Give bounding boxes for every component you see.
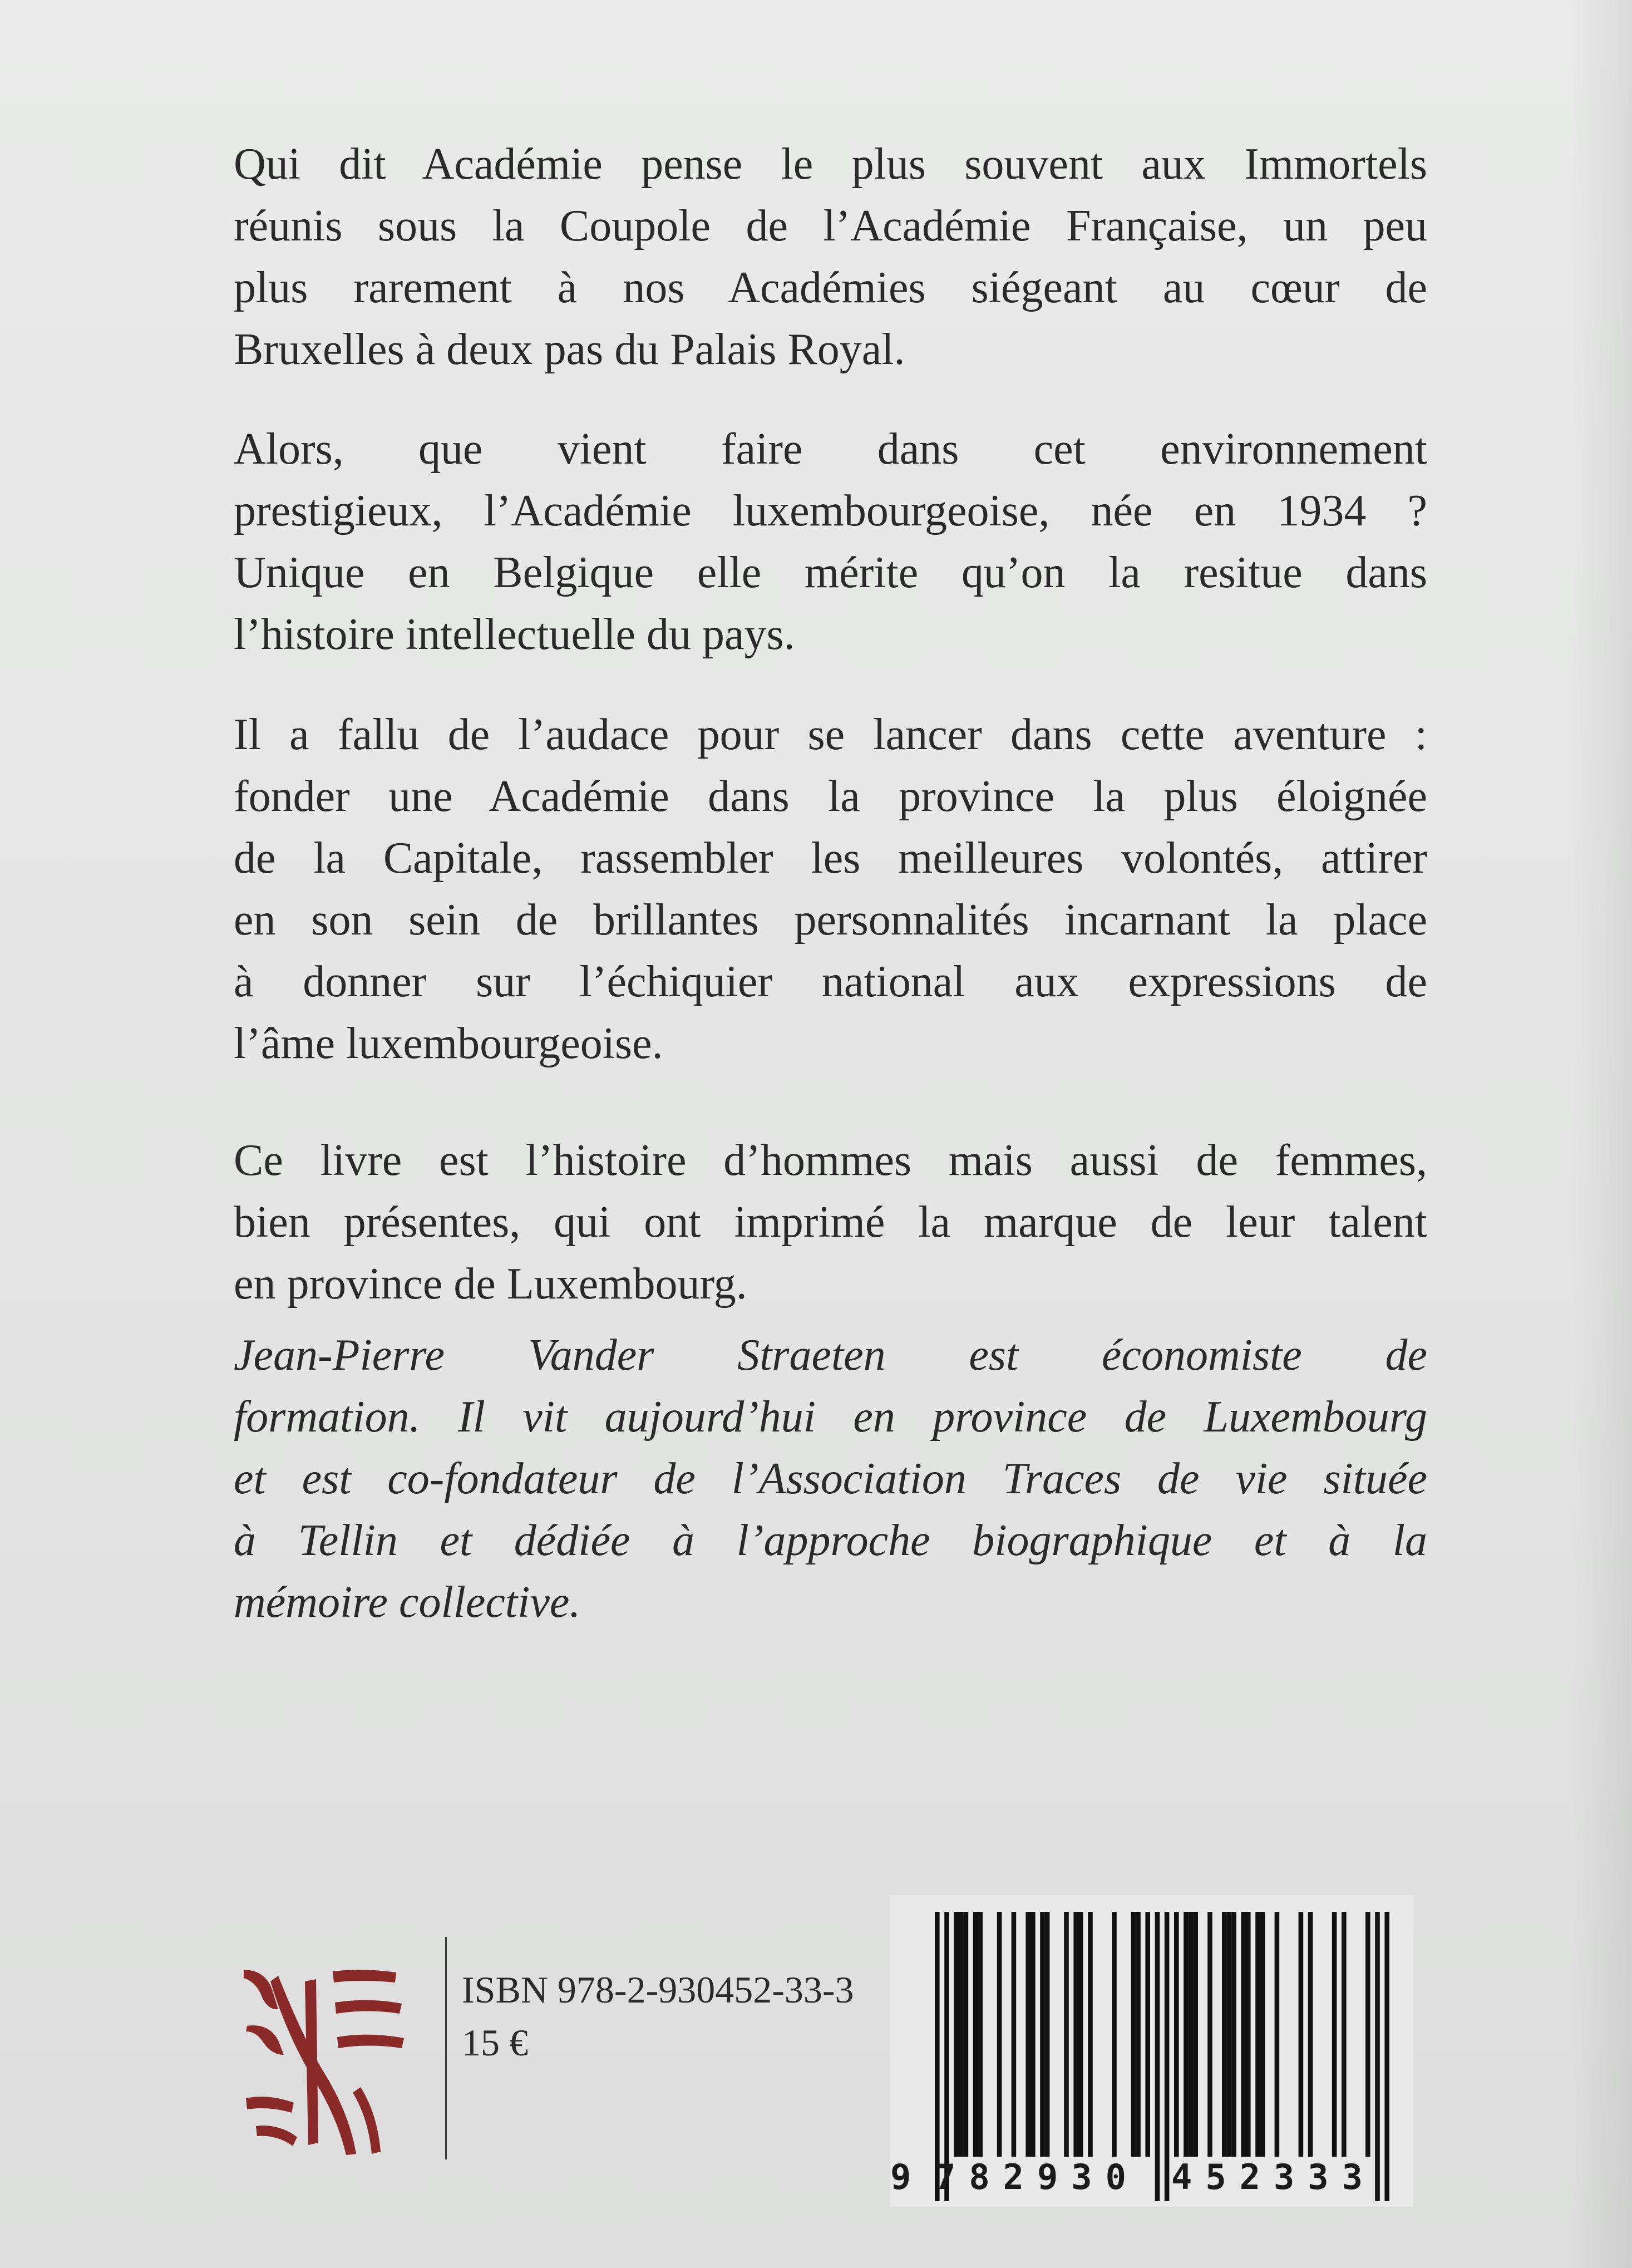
page-shadow [1569,0,1632,2268]
barcode-bar [1246,1912,1251,2157]
blurb-line: Unique en Belgique elle mérite qu’on la resitue dans [234,548,1427,597]
barcode-bar [1365,1912,1370,2157]
barcode-bar [959,1912,964,2157]
barcode-digits [890,2157,1413,2207]
blurb-line: prestigieux, l’Académie luxembourgeoise, née en 1934 ? [234,486,1427,535]
barcode-bar [1145,1912,1150,2157]
barcode-bar [1136,1912,1141,2157]
barcode-bar [1231,1912,1236,2157]
bio-line: Jean-Pierre Vander Straeten est économiste de [234,1331,1427,1380]
vertical-divider [445,1937,447,2159]
blurb-line: plus rarement à nos Académies siégeant au cœur de [234,263,1427,312]
barcode-bar [1342,1912,1347,2157]
barcode-left-group: 782930 [935,2157,1140,2197]
blurb-line: en son sein de brillantes personnalités incarnant la place [234,896,1427,944]
bio-line: à Tellin et dédiée à l’approche biographique et à la [234,1516,1427,1565]
barcode-bar [1112,1912,1117,2157]
blurb-paragraph-1 [234,134,1427,381]
barcode-bar [1031,1912,1036,2157]
barcode-bar [1064,1912,1069,2157]
publisher-logo-icon [239,1959,412,2159]
barcode-bar [1078,1912,1083,2157]
bio-line: et est co-fondateur de l’Association Traces de vie située [234,1454,1427,1503]
barcode-bar [1189,1912,1194,2157]
barcode-bar [1174,1912,1179,2157]
blurb-line: réunis sous la Coupole de l’Académie Française, un peu [234,201,1427,250]
barcode-bar [1260,1912,1265,2157]
blurb-line: Ce livre est l’histoire d’hommes mais aussi de femmes, [234,1136,1427,1185]
blurb-paragraph-4 [234,1130,1427,1315]
barcode-bar [1241,1912,1246,2157]
publisher-glyph-logo-icon [239,1959,412,2159]
barcode-right-group: 452333 [1171,2157,1376,2197]
barcode-bar [1045,1912,1050,2157]
barcode-bar [1088,1912,1093,2157]
barcode-bar [1193,1912,1198,2157]
blurb-line: Bruxelles à deux pas du Palais Royal. [234,325,905,374]
blurb-line: l’âme luxembourgeoise. [234,1019,663,1068]
blurb-line: de la Capitale, rassembler les meilleures volontés, attirer [234,834,1427,883]
barcode-bar [1299,1912,1304,2157]
barcode-bar [1308,1912,1313,2157]
barcode-bar [1131,1912,1136,2157]
barcode-bar [1275,1912,1280,2157]
barcode-bar [973,1912,978,2157]
author-bio [234,1325,1427,1634]
blurb-line: Qui dit Académie pense le plus souvent aux Immortels [234,140,1427,189]
blurb-line: Il a fallu de l’audace pour se lancer dans cette aventure : [234,710,1427,759]
barcode-bar [1255,1912,1260,2157]
barcode-bar [1073,1912,1078,2157]
barcode-bar [954,1912,959,2157]
barcode-first-digit: 9 [890,2157,911,2197]
ean-barcode [890,1895,1413,2207]
barcode-bar [964,1912,969,2157]
blurb-line: en province de Luxembourg. [234,1260,747,1308]
bio-line: formation. Il vit aujourd’hui en province de Luxembourg [234,1393,1427,1442]
bio-line: mémoire collective. [234,1578,581,1627]
barcode-bar [1025,1912,1031,2157]
blurb-line: l’histoire intellectuelle du pays. [234,610,795,659]
blurb-paragraph-3 [234,704,1427,1075]
blurb-line: à donner sur l’échiquier national aux expressions de [234,957,1427,1006]
barcode-bar [997,1912,1002,2157]
blurb-line: bien présentes, qui ont imprimé la marque de leur talent [234,1198,1427,1247]
barcode-bar [1332,1912,1337,2157]
isbn-label: ISBN 978-2-930452-33-3 [462,1969,854,2011]
barcode-bar [1222,1912,1227,2157]
barcode-bar [1040,1912,1045,2157]
barcode-bar [1207,1912,1212,2157]
blurb-line: fonder une Académie dans la province la plus éloignée [234,772,1427,821]
price-label: 15 € [462,2021,528,2064]
barcode-bar [1227,1912,1232,2157]
barcode-bar [1184,1912,1189,2157]
blurb-line: Alors, que vient faire dans cet environnement [234,425,1427,474]
barcode-bar [978,1912,983,2157]
barcode-bar [1012,1912,1017,2157]
blurb-paragraph-2 [234,419,1427,666]
